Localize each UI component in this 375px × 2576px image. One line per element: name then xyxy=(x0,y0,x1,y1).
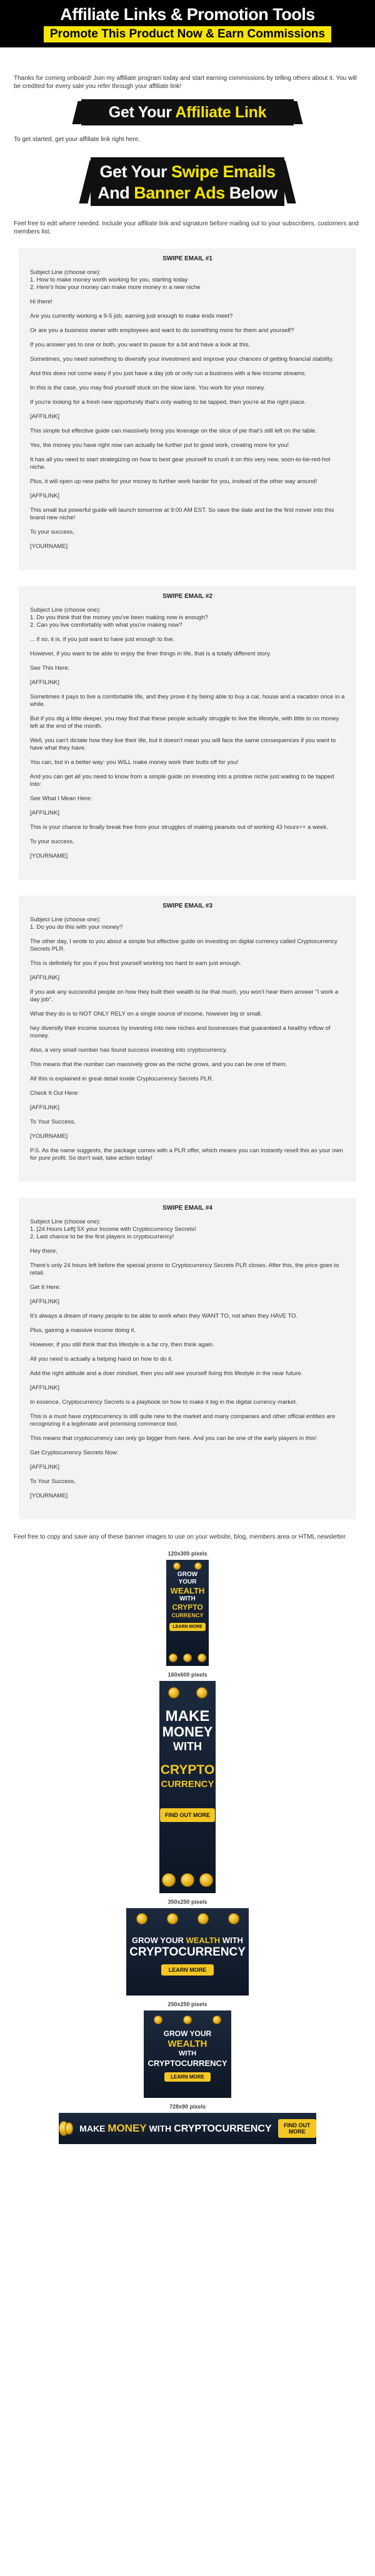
swipe-email-paragraph: If you answer yes to one or both, you want to pause for a bit and have a look at this. xyxy=(30,341,251,348)
swipe-emails-section xyxy=(0,248,375,1519)
swipe-email-paragraph: ... if so, it is, if you just want to have just enough to live. xyxy=(30,636,175,643)
coin-row-bottom xyxy=(159,1873,216,1887)
banner-ads-section xyxy=(0,1550,375,2178)
swipe-email-paragraph: [AFFILINK] xyxy=(30,974,59,981)
swipe-email-paragraph: [YOURNAME] xyxy=(30,543,68,550)
swipe-email-paragraph: [AFFILINK] xyxy=(30,492,59,499)
swipe-email-paragraph: [AFFILINK] xyxy=(30,679,59,686)
page-header xyxy=(0,0,375,47)
swipe-email-paragraph: Hey there, xyxy=(30,1248,58,1255)
page-subtitle: Promote This Product Now & Earn Commissions xyxy=(44,26,331,42)
banner-160x600[interactable] xyxy=(159,1681,216,1893)
swipe-email-paragraph: Plus, it will open up new paths for your money to further work harder for you, instead of the other way around! xyxy=(30,478,318,485)
swipe-email-paragraph: See This Here: xyxy=(30,665,70,672)
banner-728x90[interactable] xyxy=(59,2113,316,2144)
banner-line: GROW YOUR xyxy=(132,1936,186,1945)
banner-line: WEALTH xyxy=(168,2039,208,2049)
swipe-email-paragraph: Get Cryptocurrency Secrets Now: xyxy=(30,1449,119,1456)
swipe-email-paragraph: This is definitely for you if you find yourself working too hard to earn just enough. xyxy=(30,960,241,967)
swipe-email-title: SWIPE EMAIL #2 xyxy=(162,593,212,600)
swipe-email-paragraph: If you ask any successful people on how they built their wealth to be that much, you won't hear them answer "I work a day job". xyxy=(30,989,339,1003)
swipe-email-title: SWIPE EMAIL #4 xyxy=(162,1205,212,1212)
swipe-email-paragraph: To Your Success, xyxy=(30,1478,76,1485)
swipe-email-paragraph: Check It Out Here: xyxy=(30,1090,79,1097)
swipe-email-paragraph: Also, a very small number has found success investing into cryptocurrency. xyxy=(30,1047,228,1054)
banner-line: CURRENCY xyxy=(171,1612,204,1619)
banner-caption: 350x250 pixels xyxy=(168,1899,208,1905)
page-bottom-spacer xyxy=(0,2144,375,2178)
coin-row-bottom xyxy=(166,1653,209,1662)
banner-line: CRYPTO xyxy=(160,1763,215,1777)
get-started-text: To get started, get your affiliate link right here. xyxy=(14,136,141,143)
swipe-email-paragraph: Add the right attitude and a doer mindset, then you will see yourself living this lifestyle in the near future. xyxy=(30,1370,303,1377)
banner-line: WITH xyxy=(220,1936,243,1945)
swipe-email-paragraph: To your success, xyxy=(30,838,74,845)
swipe-email-title: SWIPE EMAIL #3 xyxy=(162,903,212,909)
swipe-email-paragraph: [AFFILINK] xyxy=(30,1298,59,1305)
swipe-heading-highlight-2: Banner Ads xyxy=(134,184,225,202)
swipe-email-paragraph: In this is the case, you may find yourself stuck on the slow lane. You work for your money. xyxy=(30,384,266,391)
banner-line: WEALTH xyxy=(170,1586,205,1595)
swipe-email-paragraph: In essence, Cryptocurrency Secrets is a playbook on how to make it big in the digital currency market. xyxy=(30,1399,298,1406)
swipe-email-paragraph: Subject Line (choose one): 1. How to make money worth working for you, starting today 2. Here's how your money can make more money in a new niche xyxy=(30,269,201,291)
banner-line: CURRENCY xyxy=(161,1779,214,1790)
swipe-heading-highlight-1: Swipe Emails xyxy=(171,162,276,181)
banner-line: MONEY xyxy=(162,1724,213,1740)
swipe-email-title: SWIPE EMAIL #1 xyxy=(162,255,212,262)
banner-cta-button[interactable]: FIND OUT MORE xyxy=(278,2119,316,2138)
swipe-email-paragraph: All you need is actually a helping hand on how to do it. xyxy=(30,1356,173,1363)
swipe-email-paragraph: hey diversify their income sources by investing into new niches and businesses that guaranteed a healthy inflow of money. xyxy=(30,1025,331,1039)
banner-line: GROW xyxy=(177,1571,198,1578)
swipe-email-paragraph: Get It Here: xyxy=(30,1284,61,1291)
swipe-email-paragraph: This is a must have cryptocurrency is still quite new to the market and many companies and other official entities are recognizing it a legitimate and promising commerce tool. xyxy=(30,1413,336,1428)
banner-cta-button[interactable]: LEARN MORE xyxy=(161,1964,214,1976)
banner-line: WITH xyxy=(146,2123,174,2133)
swipe-email-paragraph: [AFFILINK] xyxy=(30,810,59,816)
swipe-email-card xyxy=(19,586,356,879)
banner-120x300[interactable] xyxy=(166,1560,209,1666)
banner-line: MAKE xyxy=(79,2123,108,2133)
swipe-email-paragraph: [AFFILINK] xyxy=(30,413,59,420)
swipe-email-paragraph: Subject Line (choose one): 1. [24 Hours Left] 5X your Income with Cryptocurrency Secrets! 2. Last chance to be the first players in cryptocurrency! xyxy=(30,1218,197,1240)
swipe-email-paragraph: This small but powerful guide will launch tomorrow at 9:00 AM EST. So save the date and be the first mover into this brand new niche! xyxy=(30,507,334,521)
swipe-email-paragraph: [AFFILINK] xyxy=(30,1384,59,1391)
swipe-email-paragraph: [YOURNAME] xyxy=(30,1133,68,1140)
banner-line: YOUR xyxy=(178,1579,197,1585)
swipe-email-paragraph: If you're looking for a fresh new opportunity that's only waiting to be tapped, then you're at the right place. xyxy=(30,399,306,406)
swipe-email-paragraph: This is your chance to finally break free from your struggles of making peanuts out of working 43 hours++ a week. xyxy=(30,824,328,831)
banner-caption: 250x250 pixels xyxy=(168,2001,208,2007)
banner-line: MAKE xyxy=(165,1708,210,1725)
swipe-email-card xyxy=(19,248,356,570)
swipe-email-paragraph: To Your Success, xyxy=(30,1119,76,1125)
swipe-email-paragraph: Sometimes it pays to live a comfortable life, and they prove it by being able to buy a car, house and a vacation once in a while. xyxy=(30,693,345,708)
banner-250x250[interactable] xyxy=(144,2010,231,2098)
swipe-email-paragraph: To your success, xyxy=(30,529,74,536)
banner-line: MONEY xyxy=(108,2122,147,2134)
banner-line: WITH xyxy=(179,1595,196,1602)
swipe-email-paragraph: Yes, the money you have right now can actually be further put to good work, creating more for you! xyxy=(30,442,289,449)
coin-icon xyxy=(199,1873,213,1887)
coin-icon xyxy=(181,1873,194,1887)
swipe-email-paragraph: All this is explained in great detail inside Cryptocurrency Secrets PLR. xyxy=(30,1075,214,1082)
swipe-email-card xyxy=(19,1198,356,1519)
banner-line: CRYPTOCURRENCY xyxy=(174,2123,272,2134)
swipe-email-paragraph: See What I Mean Here: xyxy=(30,795,92,802)
banner-cta-button[interactable]: FIND OUT MORE xyxy=(160,1808,215,1822)
coin-icon xyxy=(169,1653,178,1662)
banner-350x250[interactable] xyxy=(126,1908,249,1996)
banner-line: WEALTH xyxy=(186,1936,221,1945)
banner-caption: 160x600 pixels xyxy=(168,1672,208,1678)
swipe-email-paragraph: It's always a dream of many people to be able to work when they WANT TO, not when they HAVE TO. xyxy=(30,1313,298,1320)
swipe-email-paragraph: This means that the number can massively grow as the niche grows, and you can be one of them. xyxy=(30,1061,288,1068)
coin-icon xyxy=(198,1653,206,1662)
swipe-email-paragraph: You can, but in a better way: you WILL make money work their butts off for you! xyxy=(30,759,239,766)
swipe-email-paragraph: What they do is to NOT ONLY RELY on a single source of income, however big or small. xyxy=(30,1011,262,1017)
swipe-email-paragraph: Sometimes, you need something to diversify your investment and improve your chances of getting financial stability. xyxy=(30,356,334,363)
banner-cta-button[interactable]: LEARN MORE xyxy=(169,1623,205,1631)
swipe-email-paragraph: However, if you still think that this lifestyle is a far cry, then think again. xyxy=(30,1341,214,1348)
banner-line: CRYPTOCURRENCY xyxy=(148,2059,228,2068)
banner-line: CRYPTOCURRENCY xyxy=(129,1946,246,1959)
swipe-heading-line2-prefix: And xyxy=(98,184,134,202)
get-link-heading-highlight: Affiliate Link xyxy=(175,104,267,121)
swipe-email-paragraph: However, if you want to be able to enjoy the finer things in life, that is a totally different story. xyxy=(30,650,271,657)
swipe-email-paragraph: There's only 24 hours left before the special promo to Cryptocurrency Secrets PLR closes. After this, the price goes to retail. xyxy=(30,1262,339,1276)
swipe-email-paragraph: [AFFILINK] xyxy=(30,1464,59,1471)
swipe-email-paragraph: But if you dig a little deeper, you may find that these people actually struggle to live the lifestyle, with little to no money left at the end of the month. xyxy=(30,715,339,730)
swipe-email-paragraph: Well, you can't dictate how they live their life, but it doesn't mean you will face the same consequences if you want to have what they have. xyxy=(30,737,336,752)
coin-icon xyxy=(183,1653,192,1662)
swipe-email-paragraph: P.S. As the name suggests, the package comes with a PLR offer, which means you can instantly resell this as your own for pure profit. So don't wait, take action today! xyxy=(30,1147,343,1162)
welcome-text: Thanks for coming onboard! Join my affiliate program today and start earning commissions by telling others about it. You will be credited for every sale you refer through your affiliate link! xyxy=(14,75,357,90)
swipe-email-paragraph: [YOURNAME] xyxy=(30,1492,68,1499)
swipe-email-paragraph: And you can get all you need to know from a simple guide on investing into a pristine niche just waiting to be tapped into: xyxy=(30,773,334,788)
swipe-email-paragraph: [AFFILINK] xyxy=(30,1104,59,1111)
banner-caption: 728x90 pixels xyxy=(169,2103,206,2110)
banner-cta-button[interactable]: LEARN MORE xyxy=(164,2072,211,2082)
banner-caption: 120x300 pixels xyxy=(168,1550,208,1557)
swipe-note: Feel free to edit where needed. Include your affiliate link and signature before mailing out to your subscribers, customers and members list. xyxy=(14,220,359,235)
swipe-email-paragraph: This simple but effective guide can massively bring you leverage on the slice of pie that's still left on the table. xyxy=(30,428,317,434)
swipe-heading-prefix: Get Your xyxy=(99,162,171,181)
coin-icon xyxy=(65,2122,73,2135)
banner-line: WITH xyxy=(173,1740,202,1753)
get-affiliate-link-heading xyxy=(81,99,294,125)
swipe-email-paragraph: It has all you need to start strategizing on how to best gear yourself to crush it on this very new, soon-to-be-red-hot niche. xyxy=(30,456,331,471)
swipe-email-paragraph: The other day, I wrote to you about a simple but effective guide on investing on digital currency called Cryptocurrency Secrets PLR. xyxy=(30,938,338,953)
swipe-email-paragraph: Subject Line (choose one): 1. Do you think that the money you've been making now is enough? 2. Can you live comfortably with what you're making now? xyxy=(30,607,208,629)
swipe-email-paragraph: [YOURNAME] xyxy=(30,853,68,859)
banners-intro: Feel free to copy and save any of these banner images to use on your website, blog, members area or HTML newsletter. xyxy=(14,1534,348,1540)
banner-line: GROW YOUR xyxy=(163,2029,212,2038)
swipe-email-paragraph: This means that cryptocurrency can only go bigger from here. And you can be one of the early players in this! xyxy=(30,1435,317,1442)
swipe-email-paragraph: Or are you a business owner with employees and want to do something more for them and yourself? xyxy=(30,327,294,334)
swipe-email-paragraph: Are you currently working a 9-5 job, earning just enough to make ends meet? xyxy=(30,313,233,320)
swipe-emails-heading xyxy=(91,157,284,206)
coin-icon xyxy=(162,1873,176,1887)
banner-line: CRYPTO xyxy=(172,1603,203,1612)
swipe-email-paragraph: Plus, gaining a massive income doing it. xyxy=(30,1327,136,1334)
swipe-email-paragraph: Subject Line (choose one): 1. Do you do this with your money? xyxy=(30,916,123,931)
banner-line: WITH xyxy=(178,2050,197,2057)
swipe-email-card xyxy=(19,896,356,1182)
swipe-heading-suffix: Below xyxy=(224,184,278,202)
page-title: Affiliate Links & Promotion Tools xyxy=(60,5,315,24)
swipe-email-paragraph: Hi there! xyxy=(30,298,52,305)
swipe-email-paragraph: And this does not come easy if you just have a day job or only run a business with a few income streams. xyxy=(30,370,306,377)
get-link-heading-prefix: Get Your xyxy=(108,104,176,121)
